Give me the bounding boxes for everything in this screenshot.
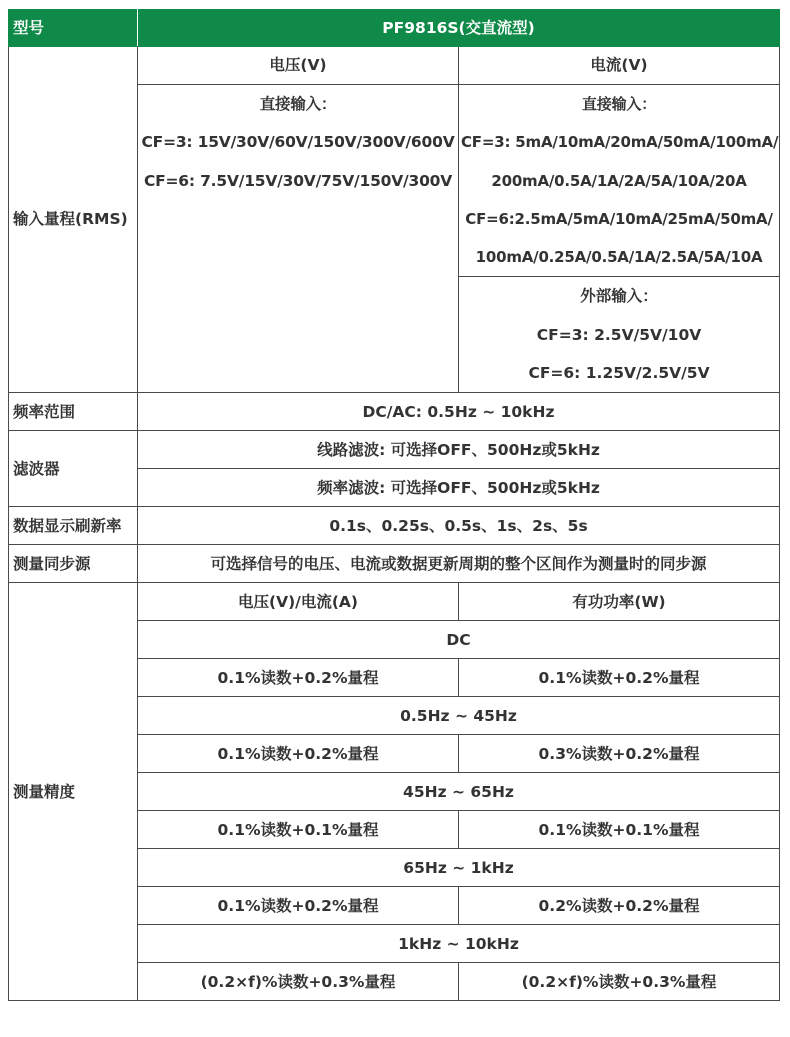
sync-source-row xyxy=(9,545,780,583)
current-line-cf3a: CF=3: 5mA/10mA/20mA/50mA/100mA/ xyxy=(461,133,779,152)
current-direct-cell xyxy=(459,85,780,277)
external-line-cf3: CF=3: 2.5V/5V/10V xyxy=(536,325,702,344)
external-line-title: 外部输入： xyxy=(580,287,658,306)
accuracy-vi-value: 0.1%读数+0.2%量程 xyxy=(138,735,459,773)
accuracy-vi-value: 0.1%读数+0.1%量程 xyxy=(138,811,459,849)
accuracy-band-range: 0.5Hz ~ 45Hz xyxy=(138,697,780,735)
frequency-range-row xyxy=(9,393,780,431)
voltage-range-cell xyxy=(138,85,459,393)
input-range-heading-row xyxy=(9,47,780,85)
accuracy-col-power: 有功功率(W) xyxy=(459,583,780,621)
voltage-line-cf3: CF=3: 15V/30V/60V/150V/300V/600V xyxy=(141,133,455,152)
model-label: 型号 xyxy=(9,10,138,47)
line-filter-value: 线路滤波: 可选择OFF、500Hz或5kHz xyxy=(138,431,780,469)
voltage-heading: 电压(V) xyxy=(138,47,459,85)
accuracy-heading-row xyxy=(9,583,780,621)
current-heading: 电流(V) xyxy=(459,47,780,85)
accuracy-col-vi: 电压(V)/电流(A) xyxy=(138,583,459,621)
accuracy-label: 测量精度 xyxy=(9,583,138,1001)
accuracy-band-range: DC xyxy=(138,621,780,659)
accuracy-vi-value: 0.1%读数+0.2%量程 xyxy=(138,887,459,925)
accuracy-band-range: 1kHz ~ 10kHz xyxy=(138,925,780,963)
input-range-label: 输入量程(RMS) xyxy=(9,47,138,393)
spec-sheet xyxy=(8,9,779,1001)
current-line-cf6b: 100mA/0.25A/0.5A/1A/2.5A/5A/10A xyxy=(475,248,763,267)
refresh-rate-row xyxy=(9,507,780,545)
frequency-range-value: DC/AC: 0.5Hz ~ 10kHz xyxy=(138,393,780,431)
refresh-rate-value: 0.1s、0.25s、0.5s、1s、2s、5s xyxy=(138,507,780,545)
accuracy-vi-value: 0.1%读数+0.2%量程 xyxy=(138,659,459,697)
sync-source-label: 测量同步源 xyxy=(9,545,138,583)
accuracy-power-value: (0.2×f)%读数+0.3%量程 xyxy=(459,963,780,1001)
current-external-cell xyxy=(459,277,780,393)
refresh-rate-label: 数据显示刷新率 xyxy=(9,507,138,545)
frequency-range-label: 频率范围 xyxy=(9,393,138,431)
accuracy-power-value: 0.2%读数+0.2%量程 xyxy=(459,887,780,925)
filter-row-line xyxy=(9,431,780,469)
filter-label: 滤波器 xyxy=(9,431,138,507)
spec-table xyxy=(8,9,780,1001)
model-value: PF9816S(交直流型) xyxy=(138,10,780,47)
external-line-cf6: CF=6: 1.25V/2.5V/5V xyxy=(528,364,710,383)
voltage-line-direct: 直接输入： xyxy=(259,95,337,113)
accuracy-power-value: 0.1%读数+0.2%量程 xyxy=(459,659,780,697)
current-line-cf6a: CF=6:2.5mA/5mA/10mA/25mA/50mA/ xyxy=(465,209,773,228)
voltage-line-cf6: CF=6: 7.5V/15V/30V/75V/150V/300V xyxy=(143,171,453,190)
current-line-direct: 直接输入： xyxy=(582,95,657,113)
sync-source-value: 可选择信号的电压、电流或数据更新周期的整个区间作为测量时的同步源 xyxy=(138,545,780,583)
accuracy-power-value: 0.1%读数+0.1%量程 xyxy=(459,811,780,849)
current-line-cf3b: 200mA/0.5A/1A/2A/5A/10A/20A xyxy=(491,171,747,190)
accuracy-vi-value: (0.2×f)%读数+0.3%量程 xyxy=(138,963,459,1001)
header-row xyxy=(9,10,780,47)
accuracy-band-range: 45Hz ~ 65Hz xyxy=(138,773,780,811)
accuracy-band-range: 65Hz ~ 1kHz xyxy=(138,849,780,887)
accuracy-power-value: 0.3%读数+0.2%量程 xyxy=(459,735,780,773)
freq-filter-value: 频率滤波: 可选择OFF、500Hz或5kHz xyxy=(138,469,780,507)
